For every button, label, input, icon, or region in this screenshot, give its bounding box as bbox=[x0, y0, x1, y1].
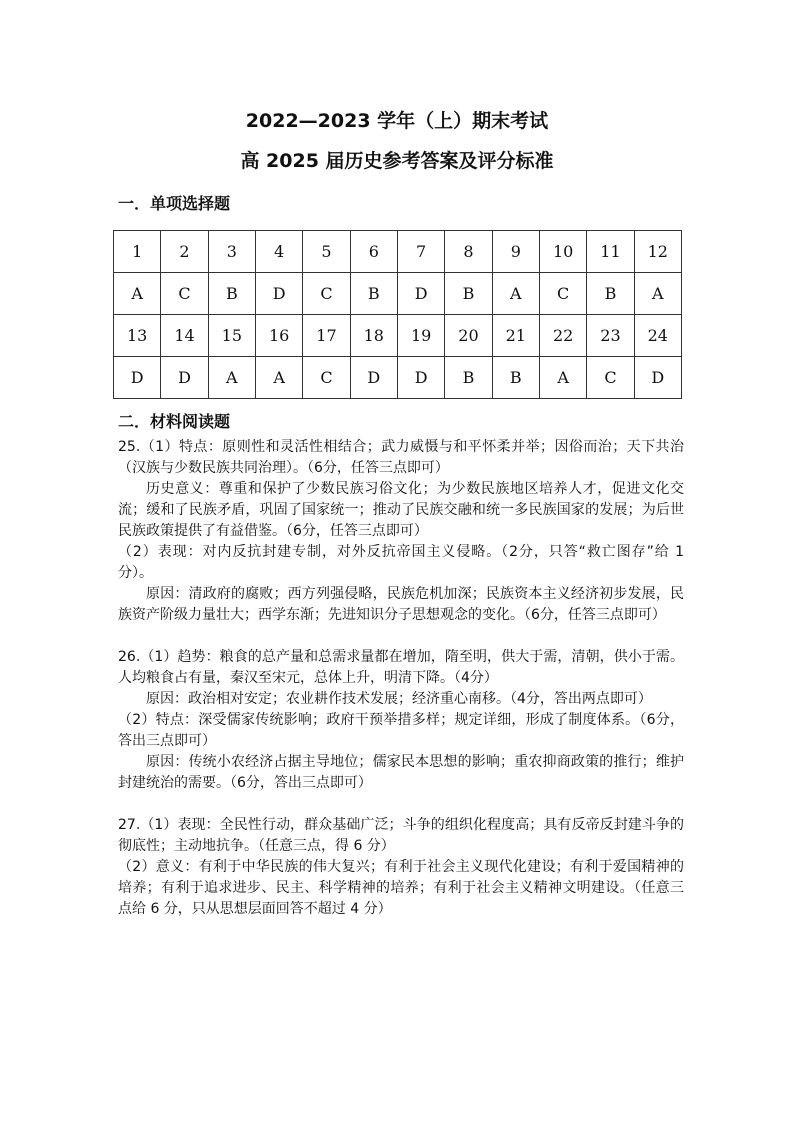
table-cell: 9 bbox=[492, 231, 539, 273]
table-cell: C bbox=[303, 273, 350, 315]
table-cell: D bbox=[350, 357, 397, 399]
answer-content bbox=[118, 437, 684, 920]
table-cell: C bbox=[303, 357, 350, 399]
q26-part2-features: （2）特点：深受儒家传统影响；政府干预举措多样；规定详细，形成了制度体系。（6分，答出三点即可） bbox=[118, 712, 684, 749]
table-cell: D bbox=[397, 273, 444, 315]
q27-part1-manifestation: 27.（1）表现：全民性行动，群众基础广泛；斗争的组织化程度高；具有反帝反封建斗争的彻底性；主动地抗争。（任意三点，得 6 分） bbox=[118, 817, 684, 854]
table-cell: D bbox=[114, 357, 161, 399]
q25-part1-features: 25.（1）特点：原则性和灵活性相结合；武力威慑与和平怀柔并举；因俗而治；天下共治（汉族与少数民族共同治理）。（6分，任答三点即可） bbox=[118, 439, 684, 476]
table-cell: A bbox=[208, 357, 255, 399]
q25-part2-manifestation: （2）表现：对内反抗封建专制，对外反抗帝国主义侵略。（2分，只答“救亡图存”给 1 分）。 bbox=[118, 544, 684, 581]
q25-part2-reasons: 原因：清政府的腐败；西方列强侵略，民族危机加深；民族资本主义经济初步发展，民族资产阶级力量壮大；西学东渐；先进知识分子思想观念的变化。（6分，任答三点即可） bbox=[118, 586, 684, 623]
table-cell: 20 bbox=[445, 315, 492, 357]
table-cell: 10 bbox=[539, 231, 586, 273]
table-cell: B bbox=[492, 357, 539, 399]
table-cell: 24 bbox=[634, 315, 681, 357]
q26-part1-reasons: 原因：政治相对安定；农业耕作技术发展；经济重心南移。（4分，答出两点即可） bbox=[146, 691, 652, 707]
table-cell: 22 bbox=[539, 315, 586, 357]
table-cell: B bbox=[445, 273, 492, 315]
table-cell: A bbox=[255, 357, 302, 399]
table-cell: 14 bbox=[161, 315, 208, 357]
q27-part2-significance: （2）意义：有利于中华民族的伟大复兴；有利于社会主义现代化建设；有利于爱国精神的培养；有利于追求进步、民主、科学精神的培养；有利于社会主义精神文明建设。（任意三点给 6 分，只从思想层面回答不超过 4 分） bbox=[118, 859, 684, 917]
table-cell: C bbox=[161, 273, 208, 315]
table-cell: 3 bbox=[208, 231, 255, 273]
answer-table bbox=[113, 230, 682, 399]
table-cell: D bbox=[255, 273, 302, 315]
table-cell: 6 bbox=[350, 231, 397, 273]
table-row-numbers-13-24 bbox=[114, 315, 682, 357]
table-cell: 13 bbox=[114, 315, 161, 357]
table-row-answers-1-12 bbox=[114, 273, 682, 315]
section-heading-choice: 一．单项选择题 bbox=[118, 194, 231, 213]
table-cell: A bbox=[539, 357, 586, 399]
table-cell: 11 bbox=[587, 231, 634, 273]
table-cell: B bbox=[587, 273, 634, 315]
table-cell: 21 bbox=[492, 315, 539, 357]
spacer bbox=[118, 794, 684, 815]
table-cell: C bbox=[587, 357, 634, 399]
table-cell: B bbox=[445, 357, 492, 399]
table-cell: A bbox=[114, 273, 161, 315]
section-heading-reading: 二．材料阅读题 bbox=[118, 412, 231, 431]
table-cell: 12 bbox=[634, 231, 681, 273]
exam-title: 2022—2023 学年（上）期末考试 bbox=[245, 110, 549, 132]
q25-part1-significance: 历史意义：尊重和保护了少数民族习俗文化；为少数民族地区培养人才，促进文化交流；缓和了民族矛盾，巩固了国家统一；推动了民族交融和统一多民族国家的发展；为后世民族政策提供了有益借鉴。（6分，任答三点即可） bbox=[118, 481, 684, 539]
table-cell: 8 bbox=[445, 231, 492, 273]
table-cell: 18 bbox=[350, 315, 397, 357]
q26-part2-reasons: 原因：传统小农经济占据主导地位；儒家民本思想的影响；重农抑商政策的推行；维护封建统治的需要。（6分，答出三点即可） bbox=[118, 754, 684, 791]
answer-key-title: 高 2025 届历史参考答案及评分标准 bbox=[240, 150, 554, 172]
table-cell: 16 bbox=[255, 315, 302, 357]
table-cell: C bbox=[539, 273, 586, 315]
spacer bbox=[118, 626, 684, 647]
table-row-answers-13-24 bbox=[114, 357, 682, 399]
table-cell: 4 bbox=[255, 231, 302, 273]
table-cell: 15 bbox=[208, 315, 255, 357]
table-cell: D bbox=[397, 357, 444, 399]
table-cell: 1 bbox=[114, 231, 161, 273]
table-cell: D bbox=[634, 357, 681, 399]
table-cell: B bbox=[208, 273, 255, 315]
table-cell: 17 bbox=[303, 315, 350, 357]
table-cell: 2 bbox=[161, 231, 208, 273]
table-row-numbers-1-12 bbox=[114, 231, 682, 273]
table-cell: 23 bbox=[587, 315, 634, 357]
table-cell: 7 bbox=[397, 231, 444, 273]
table-cell: B bbox=[350, 273, 397, 315]
table-cell: A bbox=[634, 273, 681, 315]
q26-part1-trend: 26.（1）趋势：粮食的总产量和总需求量都在增加，隋至明，供大于需，清朝，供小于需。人均粮食占有量，秦汉至宋元，总体上升，明清下降。（4分） bbox=[118, 649, 684, 686]
table-cell: 5 bbox=[303, 231, 350, 273]
table-cell: D bbox=[161, 357, 208, 399]
table-cell: 19 bbox=[397, 315, 444, 357]
table-cell: A bbox=[492, 273, 539, 315]
